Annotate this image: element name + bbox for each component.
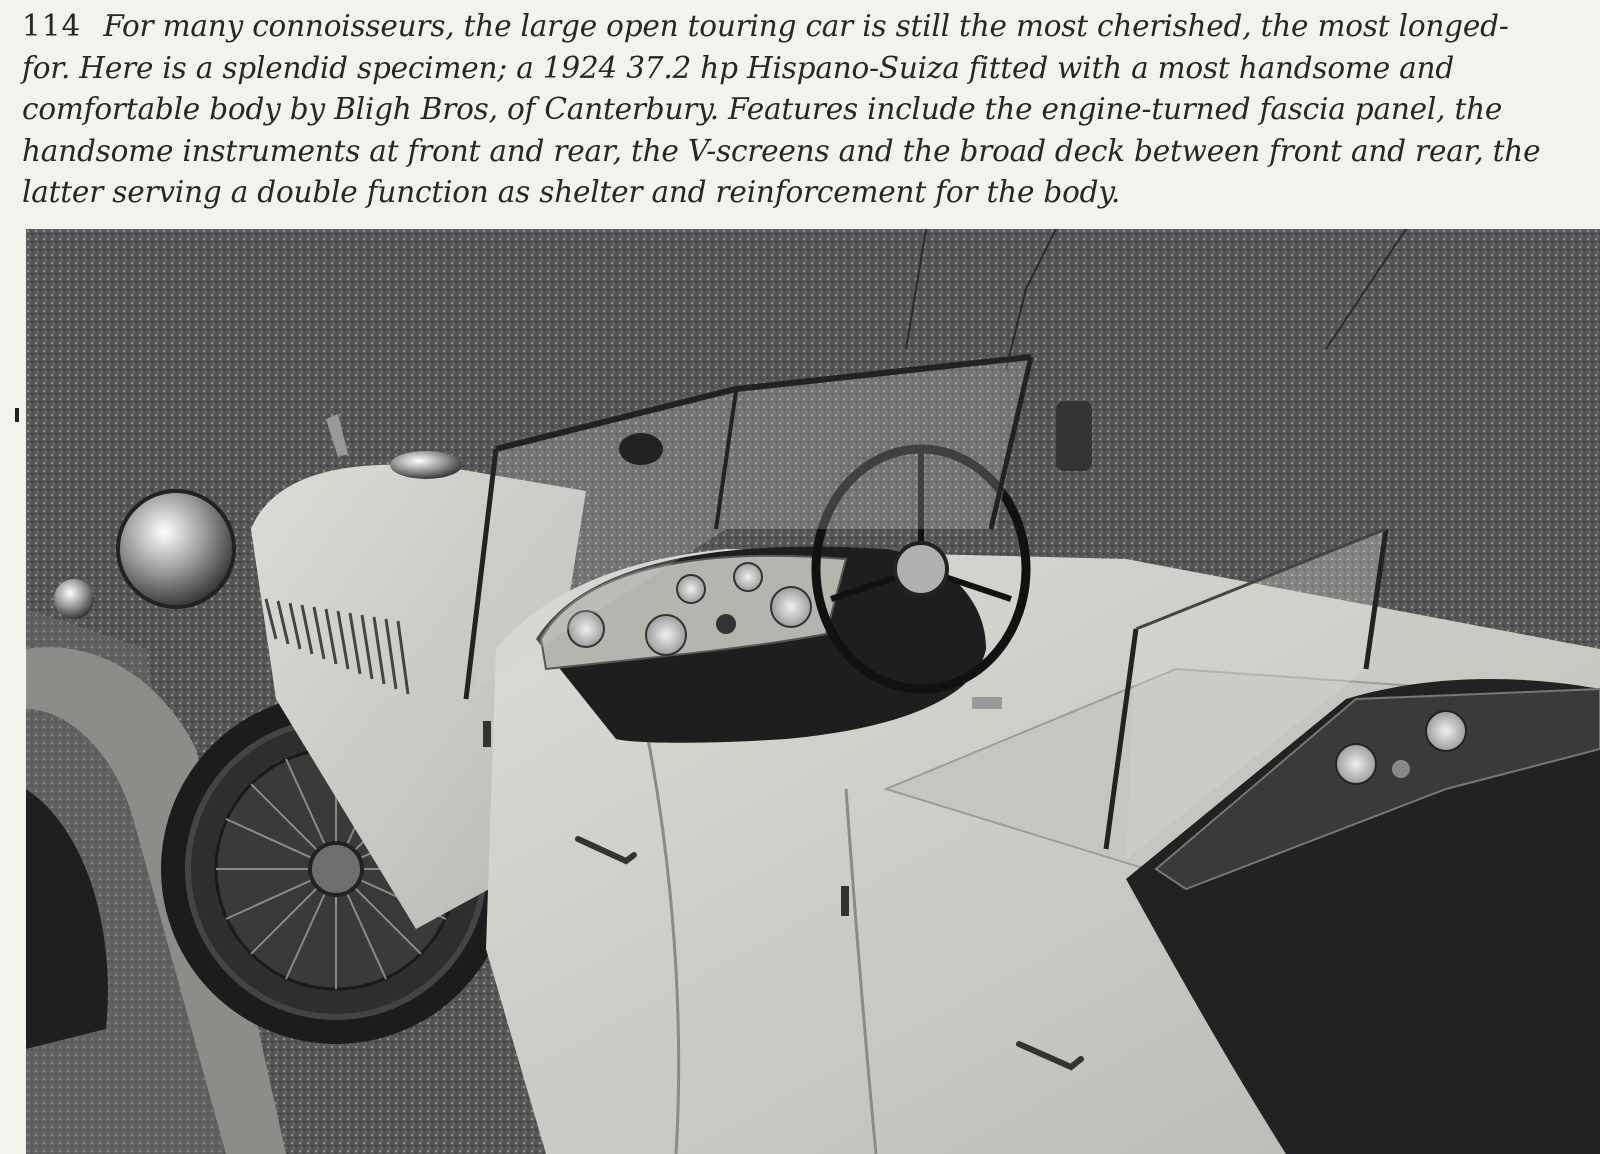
photo-caption bbox=[22, 6, 1582, 214]
caption-line-3: comfortable body by Bligh Bros, of Canterbury. Features include the engine-turned fascia panel, the bbox=[22, 92, 1503, 126]
caption-line-1 bbox=[22, 6, 1582, 48]
headlamp bbox=[118, 491, 234, 607]
margin-mark bbox=[15, 408, 19, 422]
caption-text-1: For many connoisseurs, the large open touring car is still the most cherished, the most longed- bbox=[103, 9, 1509, 43]
side-lamp bbox=[54, 579, 94, 619]
door-hinge bbox=[841, 886, 849, 916]
door-hinge bbox=[972, 697, 1002, 709]
plate-number: 114 bbox=[22, 9, 82, 43]
radiator-cap bbox=[390, 451, 462, 479]
door-hinge bbox=[483, 721, 491, 747]
caption-line-2: for. Here is a splendid specimen; a 1924 37.2 hp Hispano-Suiza fitted with a most handsome and bbox=[22, 50, 1455, 85]
caption-line-4: handsome instruments at front and rear, the V-screens and the broad deck between front and rear, the bbox=[22, 133, 1541, 168]
car-illustration bbox=[26, 229, 1600, 1154]
car-photograph bbox=[26, 229, 1600, 1154]
caption-line-5: latter serving a double function as shelter and reinforcement for the body. bbox=[22, 175, 1121, 209]
